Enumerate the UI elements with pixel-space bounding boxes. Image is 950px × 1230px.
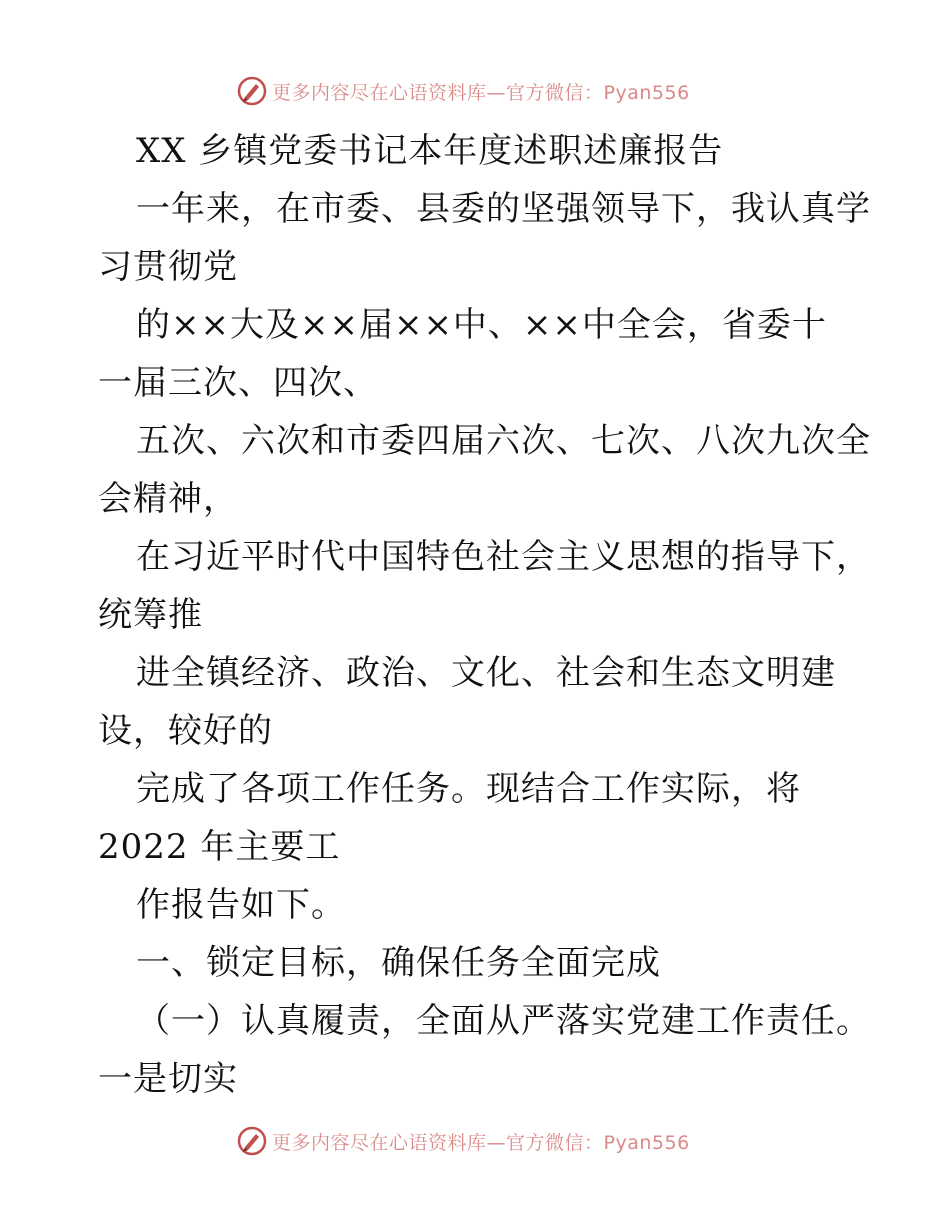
watermark-text: 更多内容尽在心语资料库—官方微信：Pyan556 bbox=[272, 81, 690, 104]
paragraph-line: 的××大及××届××中、××中全会，省委十 bbox=[136, 305, 827, 345]
paragraph-line: 完成了各项工作任务。现结合工作实际，将 bbox=[136, 769, 801, 809]
section-heading: 一、锁定目标，确保任务全面完成 bbox=[136, 943, 661, 983]
paragraph-line: 2022 年主要工 bbox=[98, 827, 341, 867]
paragraph-line: 统筹推 bbox=[98, 595, 203, 635]
paragraph-line: 进全镇经济、政治、文化、社会和生态文明建 bbox=[136, 653, 836, 693]
paragraph-line: 五次、六次和市委四届六次、七次、八次九次全 bbox=[136, 421, 871, 461]
paragraph-line: 一年来，在市委、县委的坚强领导下，我认真学 bbox=[136, 189, 871, 229]
watermark-text: 更多内容尽在心语资料库—官方微信：Pyan556 bbox=[272, 1131, 690, 1154]
footer-watermark bbox=[236, 1124, 690, 1158]
paragraph-line: 一是切实 bbox=[98, 1059, 238, 1099]
paragraph-line: 设，较好的 bbox=[98, 711, 273, 751]
pen-seal-logo-icon bbox=[236, 1125, 268, 1157]
paragraph-line: 一届三次、四次、 bbox=[98, 363, 378, 403]
paragraph-line: 会精神， bbox=[98, 479, 238, 519]
subsection-heading: （一）认真履责，全面从严落实党建工作责任。 bbox=[136, 1001, 871, 1041]
document-body bbox=[98, 122, 871, 1108]
pen-seal-logo-icon bbox=[236, 75, 268, 107]
paragraph-line: 在习近平时代中国特色社会主义思想的指导下， bbox=[136, 537, 871, 577]
header-watermark bbox=[236, 74, 690, 108]
paragraph-line: 作报告如下。 bbox=[136, 885, 346, 925]
document-title: XX 乡镇党委书记本年度述职述廉报告 bbox=[136, 131, 724, 171]
paragraph-line: 习贯彻党 bbox=[98, 247, 238, 287]
